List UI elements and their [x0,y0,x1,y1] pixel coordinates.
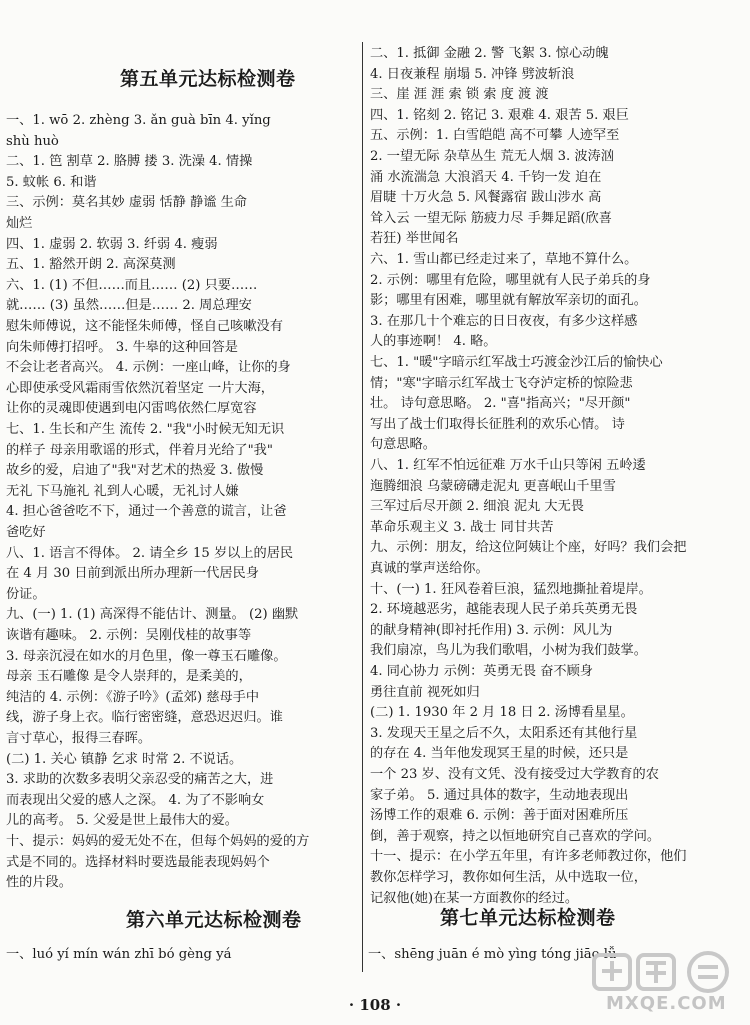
answer-line: 4. 担心爸爸吃不下，通过一个善意的谎言，让爸 [6,504,287,520]
answer-line: 纯洁的 4. 示例：《游子吟》(孟郊) 慈母手中 [6,689,260,705]
answer-line: 句意思略。 [370,437,436,453]
answer-line: (二) 1. 1930 年 2 月 18 日 2. 汤博看星星。 [370,705,634,721]
answer-line: 让你的灵魂即使遇到电闪雷鸣依然仁厚宽容 [6,401,257,417]
answer-line: 的存在 4. 当年他发现冥王星的时候，还只是 [370,746,629,762]
answer-line: 3. 母亲沉浸在如水的月色里，像一尊玉石雕像。 [6,648,287,664]
answer-line: 八、1. 红军不怕远征难 万水千山只等闲 五岭逶 [370,458,646,473]
answer-line: 倒，善于观察，持之以恒地研究自己喜欢的学问。 [370,828,661,844]
answer-line: 真诚的掌声送给你。 [370,561,489,576]
answer-line: 五、1. 豁然开朗 2. 高深莫测 [6,257,176,273]
answer-line: 十一、提示：在小学五年里，有许多老师教过你，他们 [370,849,687,865]
answer-line: 眉睫 十万火急 5. 风餐露宿 跋山涉水 高 [370,190,602,206]
answer-line: 三、崖 涯 涯 索 锁 索 度 渡 渡 [370,87,549,103]
answer-line: 一、1. wō 2. zhèng 3. ǎn guà bīn 4. yǐng [6,113,271,128]
answer-line: 向朱师傅打招呼。 3. 牛皋的这种回答是 [6,339,238,355]
answer-line: 慰朱师傅说，这不能怪朱师傅，怪自己咳嗽没有 [6,319,283,334]
answer-line: 记叙他(她)在某一方面教你的经过。 [370,890,579,906]
answer-line: 家子弟。 5. 通过具体的数字，生动地表现出 [370,787,629,803]
answer-line: 在 4 月 30 日前到派出所办理新一代居民身 [6,566,259,582]
answer-line: 耸入云 一望无际 筋疲力尽 手舞足蹈(欣喜 [370,210,612,226]
answer-line: 儿的高考。 5. 父爱是世上最伟大的爱。 [6,813,238,829]
answer-line: 十、(一) 1. 狂风卷着巨浪，猛烈地撕扯着堤岸。 [370,581,652,597]
answer-line: 七、1. 生长和产生 流传 2. "我"小时候无知无识 [6,422,285,437]
answer-line: 份证。 [6,586,46,602]
unit7-first-line: 一、shēng juān é mò yìng tóng jiāo lǚ [368,947,617,962]
answer-line: 4. 日夜兼程 崩塌 5. 冲锋 劈波斩浪 [370,66,575,82]
answer-line: 3. 在那几十个难忘的日日夜夜，有多少这样感 [370,313,638,329]
answer-line: 就…… (3) 虽然……但是…… 2. 周总理安 [6,298,252,314]
answer-line: 情；"寒"字暗示红军战士飞夺泸定桥的惊险悲 [370,375,633,391]
unit5-title: 第五单元达标检测卷 [120,68,296,90]
answer-line: 母亲 玉石雕像 是令人崇拜的，是柔美的， [6,669,252,685]
answer-line: 二、1. 抵御 金融 2. 警 飞絮 3. 惊心动魄 [370,46,609,61]
answer-line: 灿烂 [6,216,33,231]
answer-line: 五、示例：1. 白雪皑皑 高不可攀 人迹罕至 [370,128,620,144]
answer-line: 六、1. (1) 不但……而且…… (2) 只要…… [6,277,258,293]
answer-line: 我们扇凉，鸟儿为我们歌唱，小树为我们鼓掌。 [370,643,647,659]
answer-line: 迤腾细浪 乌蒙磅礴走泥丸 更喜岷山千里雪 [370,478,616,494]
unit6-title: 第六单元达标检测卷 [126,909,302,931]
answer-line: 教你怎样学习，教你如何生活，从中选取一位， [370,870,647,885]
answer-line: 革命乐观主义 3. 战士 同甘共苦 [370,519,554,535]
answer-line: 壮。 诗句意思略。 2. "喜"指高兴；"尽开颜" [370,396,631,412]
answer-line: 六、1. 雪山都已经走过来了，草地不算什么。 [370,252,638,267]
answer-line: 性的片段。 [6,875,72,891]
column-divider [362,42,363,972]
answer-line: 四、1. 铭刻 2. 铭记 3. 艰难 4. 艰苦 5. 艰巨 [370,107,629,123]
answer-line: 八、1. 语言不得体。 2. 请全乡 15 岁以上的居民 [6,545,294,561]
answer-line: 涌 水流湍急 大浪滔天 4. 千钧一发 迫在 [370,169,602,185]
unit6-first-line: 一、luó yí mín wán zhī bó gèng yá [6,947,232,962]
answer-line: 2. 环境越恶劣，越能表现人民子弟兵英勇无畏 [370,602,638,618]
answer-line: (二) 1. 关心 镇静 乞求 时常 2. 不说话。 [6,751,243,767]
answer-line: 影；哪里有困难，哪里就有解放军亲切的面孔。 [370,293,647,309]
answer-line: 七、1. "暖"字暗示红军战士巧渡金沙江后的愉快心 [370,355,663,370]
answer-line: shù huò [6,133,59,149]
answer-line: 式是不同的。选择材料时要选最能表现妈妈个 [6,854,270,870]
answer-line: 勇往直前 视死如归 [370,684,480,700]
answer-line: 心即使承受风霜雨雪依然沉着坚定 一片大海， [6,380,274,396]
answer-line: 若狂) 举世闻名 [370,231,459,247]
watermark [592,949,742,1019]
answer-line: 而表现出父爱的感人之深。 4. 为了不影响女 [6,792,265,808]
answer-line: 四、1. 虚弱 2. 软弱 3. 纤弱 4. 瘦弱 [6,236,218,252]
answer-line: 九、示例：朋友，给这位阿姨让个座，好吗？我们会把 [370,540,687,556]
answer-line: 4. 同心协力 示例：英勇无畏 奋不顾身 [370,664,593,679]
watermark-logo [592,949,742,995]
answer-line: 线，游子身上衣。临行密密缝，意恐迟迟归。谁 [6,710,283,726]
page-number: · 108 · [348,996,402,1014]
answer-line: 诙谐有趣味。 2. 示例：吴刚伐桂的故事等 [6,628,252,643]
right-column [364,0,750,960]
watermark-url: MXQE.COM [606,993,727,1014]
answer-line: 2. 示例：哪里有危险，哪里就有人民子弟兵的身 [370,272,651,288]
answer-line: 九、(一) 1. (1) 高深得不能估计、测量。 (2) 幽默 [6,607,299,623]
answer-line: 3. 求助的次数多表明父亲忍受的痛苦之大，进 [6,772,274,788]
answer-line: 二、1. 笆 割草 2. 胳膊 搂 3. 洗澡 4. 情操 [6,154,253,170]
answer-line: 3. 发现天王星之后不久，太阳系还有其他行星 [370,725,638,741]
answer-line: 不会让老者高兴。 4. 示例：一座山峰，让你的身 [6,360,291,376]
answer-line: 的献身精神(即衬托作用) 3. 示例：风儿为 [370,622,613,638]
answer-line: 爸吃好 [6,525,46,540]
answer-line: 的样子 母亲用歌谣的形式，伴着月光给了"我" [6,442,273,458]
answer-line: 无礼 下马施礼 礼到人心暖，无礼讨人嫌 [6,483,239,499]
answer-line: 一个 23 岁、没有文凭、没有接受过大学教育的农 [370,767,659,782]
unit7-title: 第七单元达标检测卷 [440,907,616,929]
answer-line: 十、提示：妈妈的爱无处不在，但每个妈妈的爱的方 [6,834,310,849]
answer-line: 人的事迹啊！ 4. 略。 [370,334,497,350]
answer-line: 三、示例：莫名其妙 虚弱 恬静 静谧 生命 [6,195,247,211]
answer-line: 写出了战士们取得长征胜利的欢乐心情。 诗 [370,416,625,432]
answer-line: 故乡的爱，启迪了"我"对艺术的热爱 3. 傲慢 [6,463,264,479]
answer-line: 三军过后尽开颜 2. 细浪 泥丸 大无畏 [370,499,584,515]
answer-line: 言寸草心，报得三春晖。 [6,731,152,746]
answer-line: 2. 一望无际 杂草丛生 荒无人烟 3. 波涛汹 [370,149,614,164]
answer-line: 汤博工作的艰难 6. 示例：善于面对困难所压 [370,808,629,824]
answer-line: 5. 蚊帐 6. 和谐 [6,174,97,190]
left-column [0,0,362,960]
